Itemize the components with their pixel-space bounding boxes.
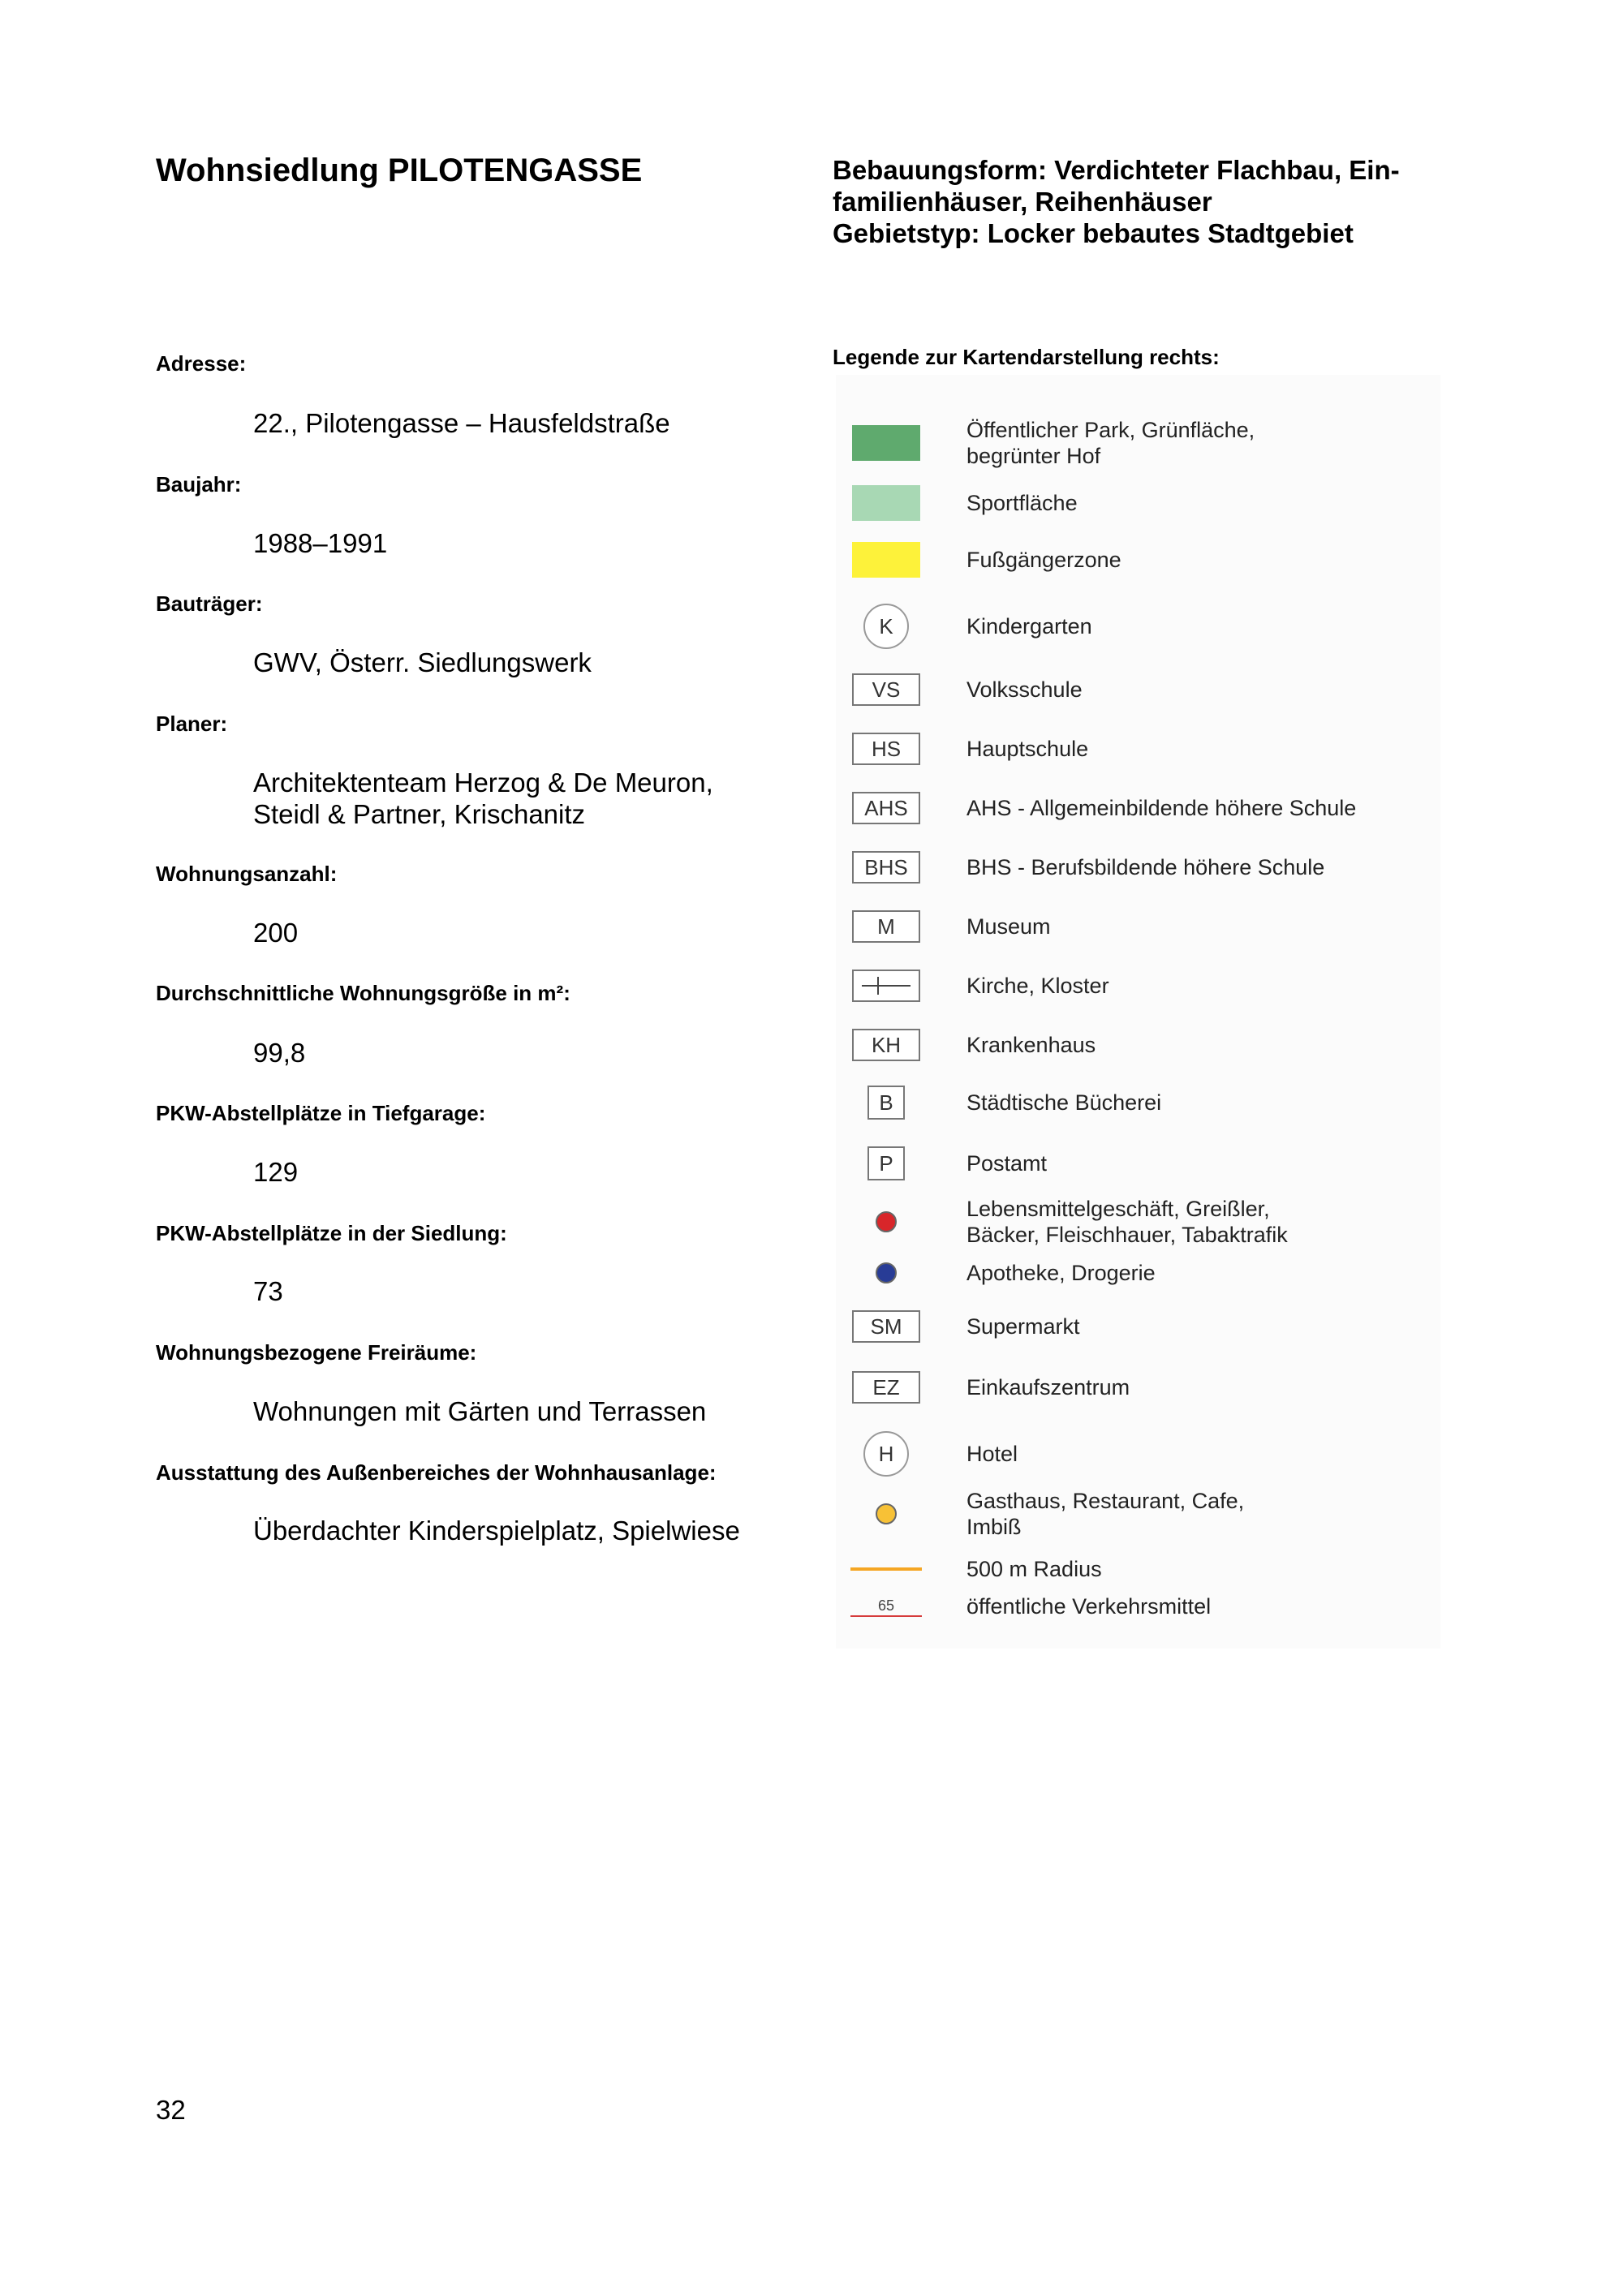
legend-label: Sportfläche bbox=[966, 491, 1078, 515]
legend-item-shopping-center bbox=[850, 1361, 1435, 1413]
legend-label: Supermarkt bbox=[966, 1314, 1080, 1339]
hospital-icon: KH bbox=[852, 1029, 920, 1061]
field-value-outdoor-equipment: Überdachter Kinderspielplatz, Spielwiese bbox=[253, 1516, 740, 1546]
primary-school-icon: VS bbox=[852, 673, 920, 706]
area-type-line: Gebietstyp: Locker bebautes Stadtgebiet bbox=[833, 218, 1354, 248]
legend-label: Kirche, Kloster bbox=[966, 974, 1109, 998]
legend-label bbox=[966, 417, 1255, 469]
field-label-underground-parking: PKW-Abstellplätze in Tiefgarage: bbox=[156, 1101, 486, 1125]
planner-line: Architektenteam Herzog & De Meuron, bbox=[253, 767, 713, 798]
legend-label bbox=[966, 1488, 1244, 1540]
legend-item-ahs bbox=[850, 782, 1435, 834]
field-value-site-parking: 73 bbox=[253, 1276, 283, 1306]
field-label-planner: Planer: bbox=[156, 712, 228, 736]
legend-label-line: Öffentlicher Park, Grünfläche, bbox=[966, 418, 1255, 442]
field-value-developer: GWV, Österr. Siedlungswerk bbox=[253, 647, 592, 677]
field-value-underground-parking: 129 bbox=[253, 1157, 299, 1187]
building-type-info bbox=[833, 154, 1466, 249]
red-dot-icon bbox=[876, 1211, 897, 1232]
yellow-dot-icon bbox=[876, 1503, 897, 1524]
legend-label: Apotheke, Drogerie bbox=[966, 1261, 1156, 1285]
cross-icon bbox=[860, 974, 912, 998]
legend-label: Krankenhaus bbox=[966, 1033, 1096, 1057]
hotel-icon: H bbox=[863, 1431, 909, 1477]
field-label-year: Baujahr: bbox=[156, 472, 242, 497]
kindergarten-icon: K bbox=[863, 604, 909, 649]
legend-item-sport bbox=[850, 477, 1435, 529]
legend-item-museum bbox=[850, 901, 1435, 952]
shopping-center-icon: EZ bbox=[852, 1371, 920, 1404]
legend-item-primary-school bbox=[850, 664, 1435, 716]
legend-label bbox=[966, 1196, 1288, 1248]
legend-item-restaurant bbox=[850, 1488, 1435, 1540]
field-value-unit-count: 200 bbox=[253, 918, 299, 948]
legend-item-post-office bbox=[850, 1137, 1435, 1189]
secondary-school-icon: HS bbox=[852, 733, 920, 765]
legend-item-hospital bbox=[850, 1019, 1435, 1071]
field-label-site-parking: PKW-Abstellplätze in der Siedlung: bbox=[156, 1221, 507, 1245]
supermarket-icon: SM bbox=[852, 1310, 920, 1343]
legend-label: Einkaufszentrum bbox=[966, 1375, 1130, 1400]
legend-item-public-transport bbox=[850, 1580, 1435, 1632]
legend-label: öffentliche Verkehrsmittel bbox=[966, 1594, 1212, 1619]
legend-item-library bbox=[850, 1077, 1435, 1129]
legend-label: Postamt bbox=[966, 1151, 1048, 1176]
field-value-planner bbox=[253, 767, 713, 830]
field-label-open-spaces: Wohnungsbezogene Freiräume: bbox=[156, 1340, 477, 1365]
building-type-line: familienhäuser, Reihenhäuser bbox=[833, 187, 1212, 217]
legend-item-hotel bbox=[850, 1428, 1435, 1480]
legend-label: BHS - Berufsbildende höhere Schule bbox=[966, 855, 1325, 879]
ahs-school-icon: AHS bbox=[852, 792, 920, 824]
legend-label: Kindergarten bbox=[966, 614, 1092, 638]
planner-line: Steidl & Partner, Krischanitz bbox=[253, 799, 586, 829]
legend-label: Fußgängerzone bbox=[966, 548, 1121, 572]
post-office-icon: P bbox=[867, 1146, 905, 1180]
legend-label: AHS - Allgemeinbildende höhere Schule bbox=[966, 796, 1357, 820]
legend-label: Museum bbox=[966, 914, 1051, 939]
field-value-year: 1988–1991 bbox=[253, 528, 388, 558]
legend-item-bhs bbox=[850, 841, 1435, 893]
field-value-avg-size: 99,8 bbox=[253, 1038, 306, 1068]
legend-label-line: Gasthaus, Restaurant, Cafe, bbox=[966, 1489, 1245, 1513]
page-title: Wohnsiedlung PILOTENGASSE bbox=[156, 153, 643, 188]
field-label-avg-size: Durchschnittliche Wohnungsgröße in m²: bbox=[156, 981, 570, 1005]
legend-label: 500 m Radius bbox=[966, 1557, 1102, 1581]
bhs-school-icon: BHS bbox=[852, 851, 920, 884]
legend-label-line: Bäcker, Fleischhauer, Tabaktrafik bbox=[966, 1223, 1288, 1247]
building-type-line: Bebauungsform: Verdichteter Flachbau, Ein- bbox=[833, 155, 1400, 185]
legend-item-food-store bbox=[850, 1196, 1435, 1248]
field-value-open-spaces: Wohnungen mit Gärten und Terrassen bbox=[253, 1396, 707, 1426]
legend-label-line: begrünter Hof bbox=[966, 444, 1101, 468]
museum-icon: M bbox=[852, 910, 920, 943]
legend-item-kindergarten bbox=[850, 600, 1435, 652]
legend-item-pharmacy bbox=[850, 1247, 1435, 1299]
field-label-developer: Bauträger: bbox=[156, 591, 263, 616]
legend-label: Volksschule bbox=[966, 677, 1083, 702]
transit-line-number: 65 bbox=[877, 1597, 895, 1614]
legend-title: Legende zur Kartendarstellung rechts: bbox=[833, 345, 1220, 369]
legend-item-secondary-school bbox=[850, 723, 1435, 775]
pedestrian-swatch bbox=[852, 542, 920, 578]
park-swatch bbox=[852, 425, 920, 461]
legend-label: Hotel bbox=[966, 1442, 1018, 1466]
radius-line-icon bbox=[850, 1561, 922, 1577]
field-label-outdoor-equipment: Ausstattung des Außenbereiches der Wohnhausanlage: bbox=[156, 1460, 717, 1485]
legend-label-line: Lebensmittelgeschäft, Greißler, bbox=[966, 1197, 1270, 1221]
legend-label: Städtische Bücherei bbox=[966, 1090, 1162, 1115]
legend-item-church bbox=[850, 960, 1435, 1012]
library-icon: B bbox=[867, 1086, 905, 1120]
page-number: 32 bbox=[156, 2095, 186, 2125]
legend-label: Hauptschule bbox=[966, 737, 1089, 761]
legend-item-supermarket bbox=[850, 1301, 1435, 1352]
legend-label-line: Imbiß bbox=[966, 1515, 1022, 1539]
field-label-address: Adresse: bbox=[156, 351, 247, 376]
transit-line-icon bbox=[850, 1613, 922, 1619]
legend-item-park bbox=[850, 417, 1435, 469]
field-value-address: 22., Pilotengasse – Hausfeldstraße bbox=[253, 408, 670, 438]
legend-item-pedestrian-zone bbox=[850, 534, 1435, 586]
blue-dot-icon bbox=[876, 1262, 897, 1283]
field-label-unit-count: Wohnungsanzahl: bbox=[156, 862, 338, 886]
sport-swatch bbox=[852, 485, 920, 521]
church-cross-icon bbox=[852, 970, 920, 1002]
